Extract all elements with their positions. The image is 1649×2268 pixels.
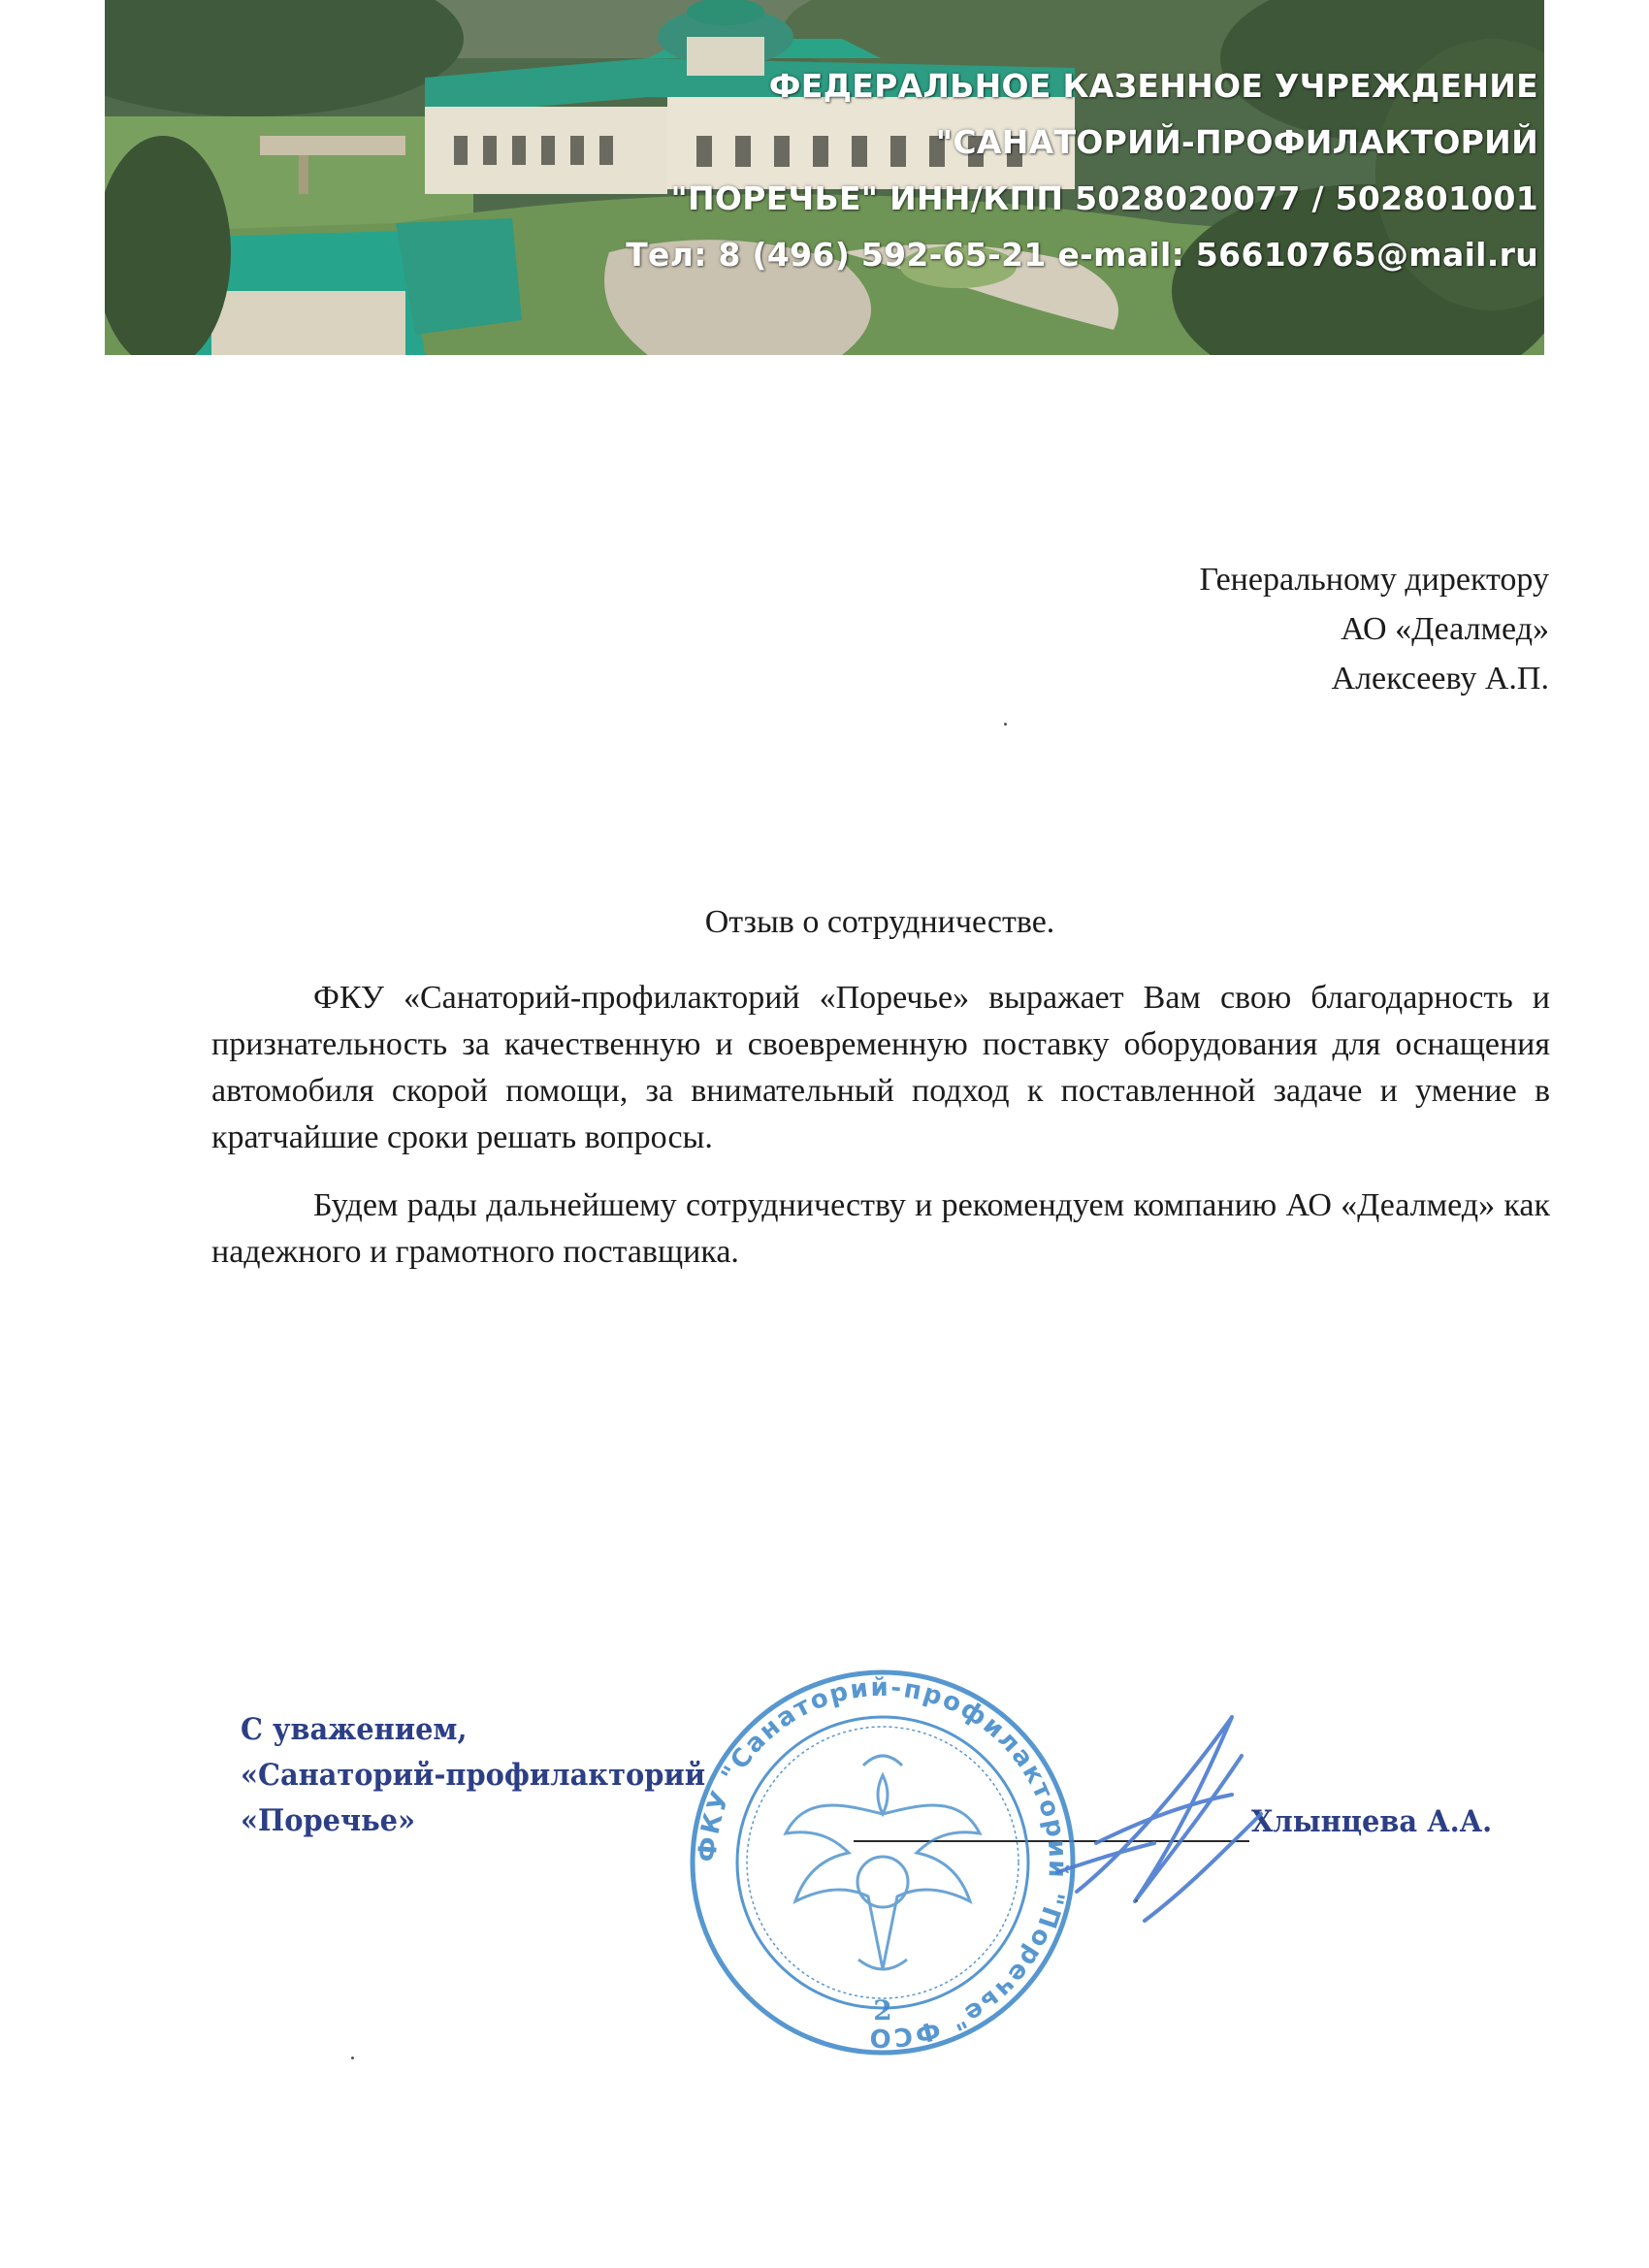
closing-line: «Санаторий-профилакторий [241,1758,706,1793]
closing-line: С уважением, [241,1712,468,1747]
closing-block [241,1707,705,1844]
header-line: Тел: 8 (496) 592-65-21 e-mail: 56610765@mail.ru [626,236,1538,274]
addressee-line: АО «Деалмед» [1341,611,1549,647]
header-line: "САНАТОРИЙ-ПРОФИЛАКТОРИЙ [935,123,1538,161]
header-line: ФЕДЕРАЛЬНОЕ КАЗЕННОЕ УЧРЕЖДЕНИЕ [768,67,1538,105]
header-line: "ПОРЕЧЬЕ" ИНН/КПП 5028020077 / 502801001 [670,179,1538,217]
letter-title: Отзыв о сотрудничестве. [704,904,1055,940]
stamp-number: 2 [873,1994,892,2026]
closing-line: «Поречье» [241,1803,416,1838]
addressee-line: Генеральному директору [1199,562,1549,598]
signer-name: Хлынцева А.А. [1251,1804,1493,1839]
organization-header [607,58,1538,283]
scan-speck [351,2057,354,2059]
scan-speck [1135,1899,1138,1902]
addressee-block [870,555,1549,703]
official-stamp [679,1659,1086,2066]
addressee-line: Алексееву А.П. [1331,661,1549,697]
stamp-outer-text: ФКУ "Санаторий-профилакторий "Поречье" ФСО [693,1672,1073,2053]
header-banner [105,0,1544,355]
body-paragraph: ФКУ «Санаторий-профилакторий «Поречье» выражает Вам свою благодарность и признательность за качественную и своевременную поставку оборудования для оснащения автомобиля скорой помощи, за внимательный подход к поставленной задаче и умение в кратчайшие сроки решать вопросы. [211,980,1550,1155]
scan-speck [1004,723,1007,726]
letter-body [211,975,1550,1297]
handwritten-signature [1038,1698,1290,1940]
body-paragraph: Будем рады дальнейшему сотрудничеству и рекомендуем компанию АО «Деалмед» как надежного и грамотного поставщика. [211,1187,1550,1270]
